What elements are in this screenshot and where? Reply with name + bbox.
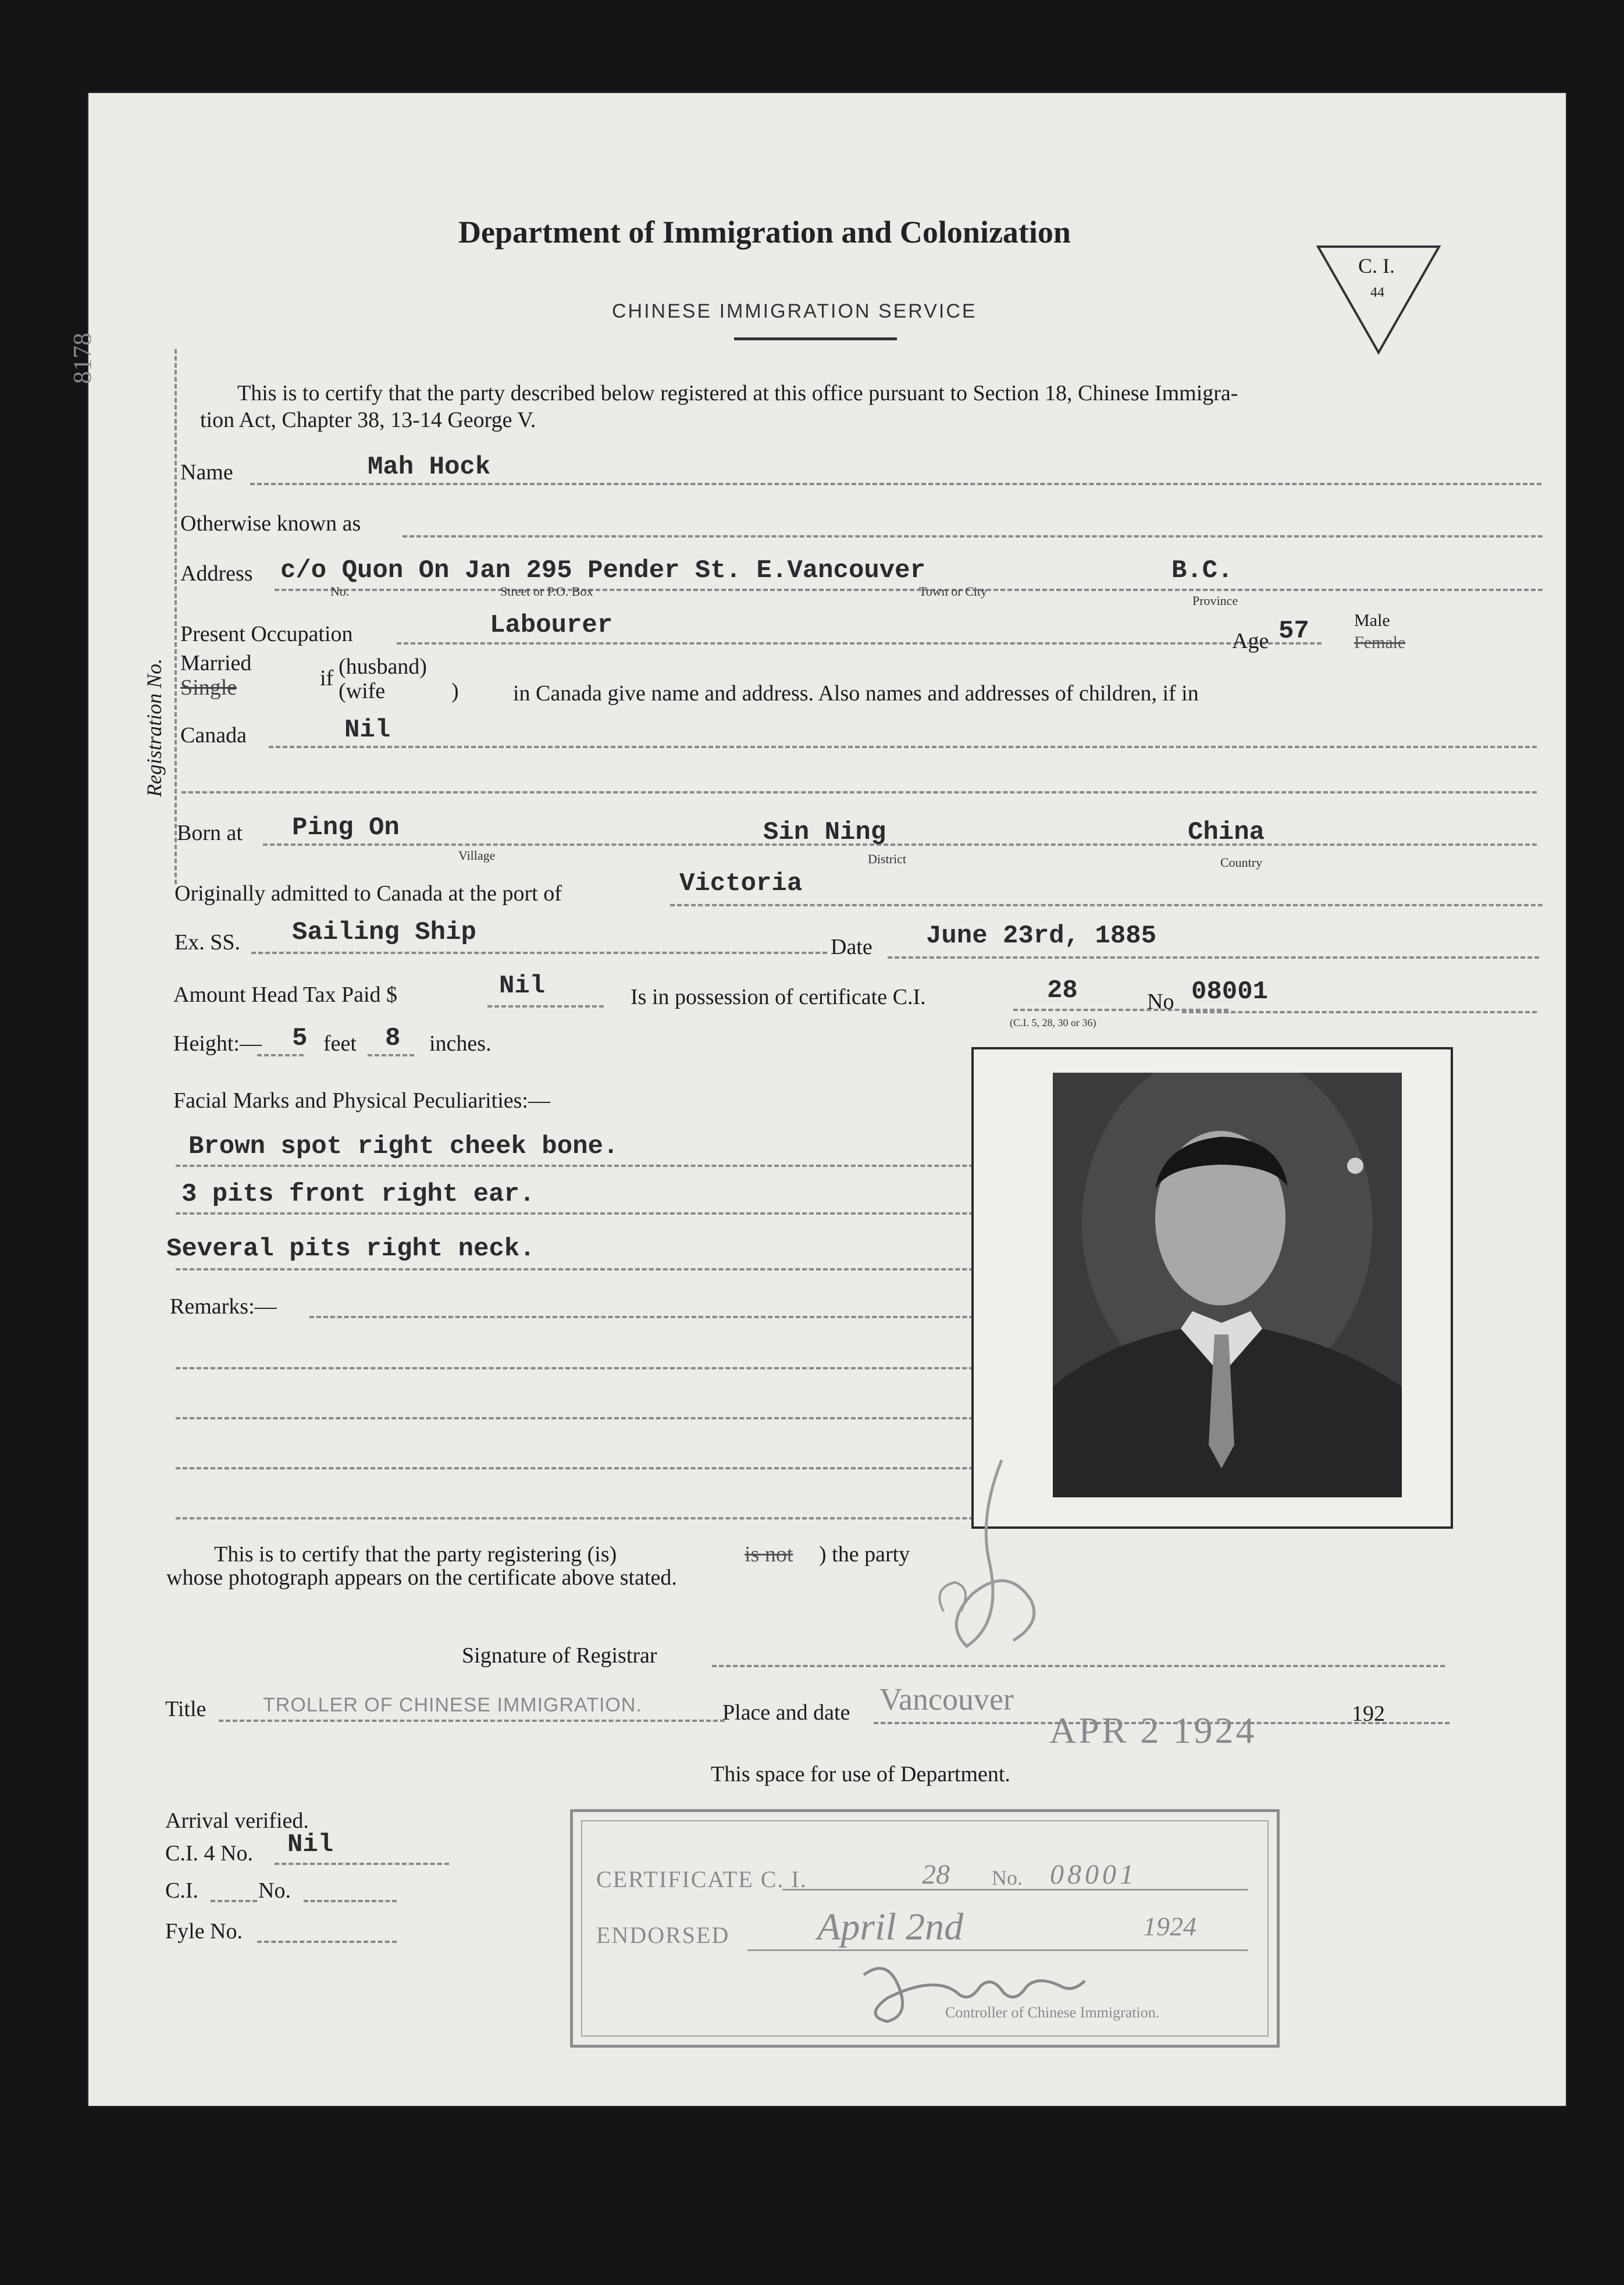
stamp-certificate-label: CERTIFICATE C. I. xyxy=(596,1866,807,1892)
occupation-label: Present Occupation xyxy=(180,622,353,646)
no-value: 08001 xyxy=(1191,977,1269,1006)
form-code-line1: C. I. xyxy=(1358,254,1395,277)
place-value: Vancouver xyxy=(879,1682,1014,1717)
ci-label: C.I. xyxy=(165,1878,198,1903)
registration-label: Registration No. xyxy=(143,658,166,797)
admitted-label: Originally admitted to Canada at the port of xyxy=(174,881,562,906)
name-label: Name xyxy=(180,460,233,485)
canada-label: Canada xyxy=(180,723,247,748)
sub-town: Town or City xyxy=(919,584,988,599)
exss-value: Sailing Ship xyxy=(292,918,476,947)
facial-2: 3 pits front right ear. xyxy=(181,1180,535,1209)
stamp-cert-no: 08001 xyxy=(1050,1859,1137,1890)
age-value: 57 xyxy=(1278,617,1309,646)
fyle-line xyxy=(257,1941,397,1943)
sub-district: District xyxy=(868,852,906,866)
registrant-photo xyxy=(1053,1073,1402,1497)
height-label: Height:— xyxy=(173,1031,262,1056)
date-stamp: APR 2 1924 xyxy=(1049,1710,1257,1751)
height-inches: 8 xyxy=(385,1024,401,1053)
remarks-line-1 xyxy=(309,1316,1037,1318)
title-label: Title xyxy=(165,1697,206,1721)
facial-line-1 xyxy=(176,1165,1037,1167)
no-label: No xyxy=(1147,990,1174,1014)
title-value: TROLLER OF CHINESE IMMIGRATION. xyxy=(263,1694,642,1716)
occupation-line xyxy=(397,642,1322,645)
admitted-line xyxy=(670,904,1543,906)
female-label: Female xyxy=(1354,633,1406,652)
name-line xyxy=(250,483,1541,485)
address-value: c/o Quon On Jan 295 Pender St. E.Vancouver xyxy=(280,556,925,585)
feet-label: feet xyxy=(323,1031,357,1056)
canada-line xyxy=(269,746,1537,748)
single-label: Single xyxy=(180,675,237,700)
headtax-label: Amount Head Tax Paid $ xyxy=(173,983,398,1007)
ci4-line xyxy=(275,1863,449,1865)
ci-blank-line xyxy=(211,1900,257,1902)
registration-form xyxy=(68,93,1566,2106)
stamp-cert-ci: 28 xyxy=(922,1859,950,1890)
registrar-signature xyxy=(920,1448,1095,1658)
male-label: Male xyxy=(1354,611,1390,630)
certify-photo-3: whose photograph appears on the certificate above stated. xyxy=(166,1565,677,1590)
facial-label: Facial Marks and Physical Peculiarities:— xyxy=(173,1088,550,1113)
signature-line xyxy=(712,1665,1445,1667)
registration-number: 8178 xyxy=(68,333,97,384)
height-feet-line xyxy=(257,1054,304,1056)
certify-photo-2: ) the party xyxy=(819,1542,910,1567)
ci-no-label: No. xyxy=(258,1878,291,1903)
stamp-endorsed-line xyxy=(747,1949,1248,1951)
remarks-line-3 xyxy=(176,1417,1037,1419)
headtax-value: Nil xyxy=(499,971,546,1001)
married-label: Married xyxy=(180,651,252,675)
place-date-label: Place and date xyxy=(722,1700,850,1725)
age-label: Age xyxy=(1232,629,1269,653)
canada-value: Nil xyxy=(344,716,391,745)
husband-label: (husband) xyxy=(339,654,427,679)
sub-country: Country xyxy=(1220,855,1263,870)
born-label: Born at xyxy=(177,821,243,845)
stamp-cert-no-label: No. xyxy=(992,1866,1023,1889)
certify-text-1: This is to certify that the party described below registered at this office pursuant to Section 18, Chinese Immigra- xyxy=(237,381,1238,405)
ci-sub: (C.I. 5, 28, 30 or 36) xyxy=(1010,1017,1096,1028)
date-label: Date xyxy=(831,935,872,959)
stamp-controller-label: Controller of Chinese Immigration. xyxy=(945,2004,1160,2021)
left-guide-line xyxy=(174,349,177,884)
remarks-line-2 xyxy=(176,1367,1037,1369)
canada-line-2 xyxy=(181,791,1537,793)
arrival-verified-label: Arrival verified. xyxy=(165,1809,309,1833)
sub-province: Province xyxy=(1192,593,1238,608)
admitted-value: Victoria xyxy=(679,869,803,898)
year-suffix: 192 xyxy=(1352,1702,1385,1726)
sub-village: Village xyxy=(458,848,496,863)
exss-line xyxy=(251,952,827,954)
department-title: Department of Immigration and Colonization xyxy=(458,215,1071,250)
name-value: Mah Hock xyxy=(368,453,491,482)
certify-text-2: tion Act, Chapter 38, 13-14 George V. xyxy=(200,408,536,432)
born-village: Ping On xyxy=(292,813,400,842)
fyle-label: Fyle No. xyxy=(165,1919,243,1944)
title-line xyxy=(219,1720,725,1722)
certify-photo-isnot: is not xyxy=(745,1542,793,1567)
department-use-note: This space for use of Department. xyxy=(711,1762,1010,1786)
headtax-line xyxy=(487,1005,604,1008)
service-title: CHINESE IMMIGRATION SERVICE xyxy=(612,300,977,322)
certify-photo-1: This is to certify that the party registering (is) xyxy=(214,1542,617,1567)
born-district: Sin Ning xyxy=(763,818,886,847)
ci4-value: Nil xyxy=(287,1830,334,1859)
wife-paren-close: ) xyxy=(451,679,459,703)
otherwise-label: Otherwise known as xyxy=(180,511,361,536)
sub-no: No. xyxy=(330,584,350,599)
form-code-line2: 44 xyxy=(1370,285,1384,300)
occupation-value: Labourer xyxy=(490,611,613,640)
no-line xyxy=(1182,1011,1537,1013)
remarks-line-5 xyxy=(176,1517,1037,1519)
possession-label: Is in possession of certificate C.I. xyxy=(631,985,926,1009)
inches-label: inches. xyxy=(429,1031,492,1056)
date-value: June 23rd, 1885 xyxy=(926,921,1157,951)
in-canada-text: in Canada give name and address. Also names and addresses of children, if in xyxy=(513,681,1199,706)
if-label: if xyxy=(320,666,334,691)
address-line xyxy=(275,589,1543,591)
stamp-endorsed-value: April 2nd xyxy=(817,1906,964,1948)
ci-no-line xyxy=(304,1900,397,1902)
stamp-endorsed-label: ENDORSED xyxy=(596,1922,730,1948)
ci-value: 28 xyxy=(1047,976,1078,1005)
sub-street: Street or P.O. Box xyxy=(500,584,593,599)
born-line xyxy=(263,843,1537,846)
header-divider xyxy=(734,337,897,340)
otherwise-line xyxy=(403,535,1543,538)
wife-label: (wife xyxy=(339,679,386,703)
born-country: China xyxy=(1188,818,1265,847)
signature-label: Signature of Registrar xyxy=(462,1643,657,1668)
ci4-label: C.I. 4 No. xyxy=(165,1841,253,1866)
height-feet: 5 xyxy=(292,1024,308,1053)
stamp-cert-line xyxy=(782,1889,1248,1891)
endorsement-stamp xyxy=(570,1809,1280,2048)
exss-label: Ex. SS. xyxy=(174,930,240,955)
remarks-label: Remarks:— xyxy=(170,1294,277,1319)
address-province-value: B.C. xyxy=(1171,556,1233,585)
stamp-endorsed-year: 1924 xyxy=(1143,1912,1196,1941)
height-inches-line xyxy=(368,1054,414,1056)
facial-1: Brown spot right cheek bone. xyxy=(188,1132,619,1161)
facial-line-2 xyxy=(176,1212,1037,1215)
remarks-line-4 xyxy=(176,1467,1037,1469)
portrait-figure xyxy=(1053,1073,1402,1497)
facial-3: Several pits right neck. xyxy=(166,1234,535,1263)
address-label: Address xyxy=(180,561,253,586)
date-line xyxy=(888,956,1539,959)
facial-line-3 xyxy=(176,1268,1037,1270)
